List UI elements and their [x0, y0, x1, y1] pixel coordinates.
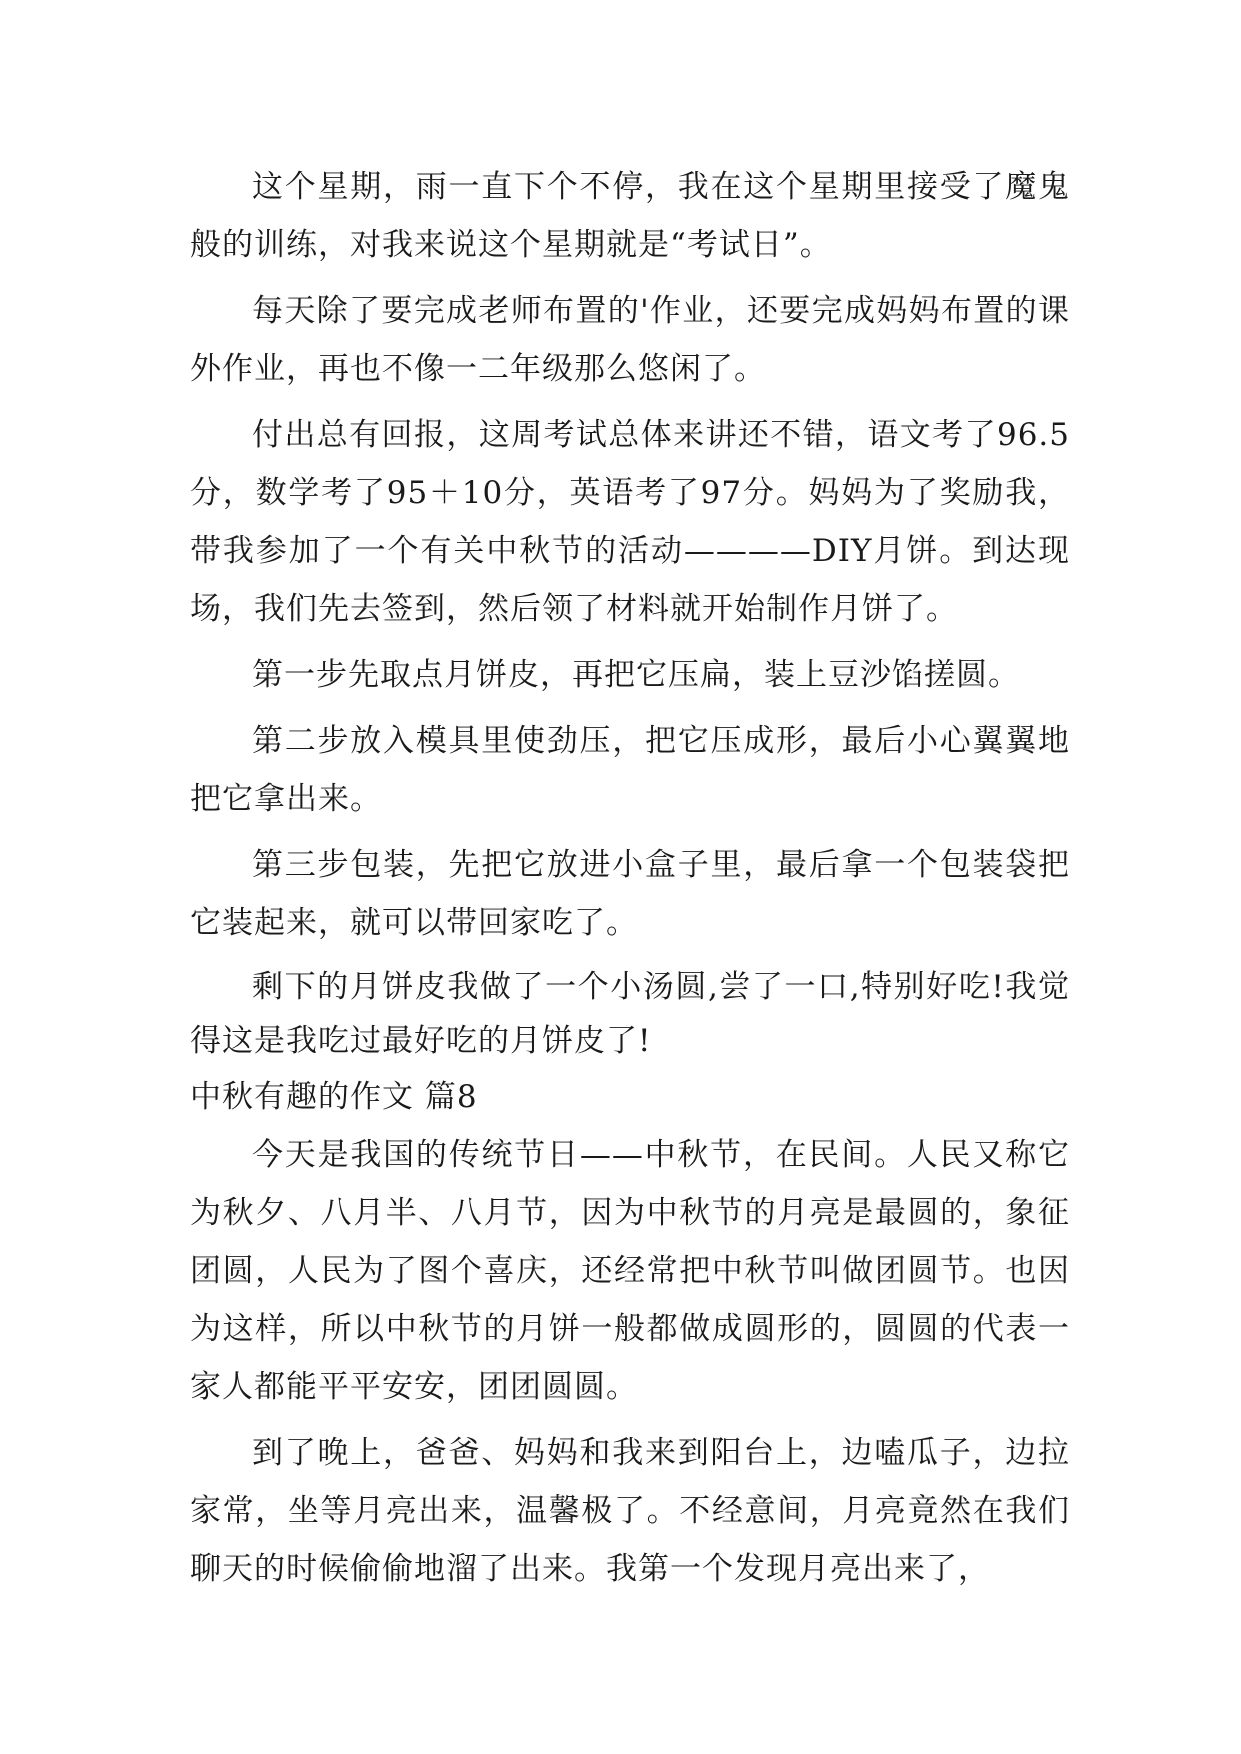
paragraph-rainy-week: 这个星期，雨一直下个不停，我在这个星期里接受了魔鬼般的训练，对我来说这个星期就是“考试日”。 [190, 169, 1070, 263]
paragraph-step-two: 第二步放入模具里使劲压，把它压成形，最后小心翼翼地把它拿出来。 [190, 723, 1070, 817]
paragraph-step-three: 第三步包装，先把它放进小盒子里，最后拿一个包装袋把它装起来，就可以带回家吃了。 [190, 847, 1070, 941]
paragraph-exam-results: 付出总有回报，这周考试总体来讲还不错，语文考了96.5分，数学考了95＋10分，英语考了97分。妈妈为了奖励我，带我参加了一个有关中秋节的活动————DIY月饼。到达现场，我们先去签到，然后领了材料就开始制作月饼了。 [190, 417, 1070, 627]
paragraph-leftover-dough: 剩下的月饼皮我做了一个小汤圆,尝了一口,特别好吃!我觉得这是我吃过最好吃的月饼皮了! [190, 969, 1070, 1059]
paragraph-homework: 每天除了要完成老师布置的'作业，还要完成妈妈布置的课外作业，再也不像一二年级那么悠闲了。 [190, 293, 1070, 387]
paragraph-evening-balcony: 到了晚上，爸爸、妈妈和我来到阳台上，边嗑瓜子，边拉家常，坐等月亮出来，温馨极了。不经意间，月亮竟然在我们聊天的时候偷偷地溜了出来。我第一个发现月亮出来了， [190, 1435, 1070, 1587]
paragraph-mid-autumn-intro: 今天是我国的传统节日——中秋节，在民间。人民又称它为秋夕、八月半、八月节，因为中秋节的月亮是最圆的，象征团圆，人民为了图个喜庆，还经常把中秋节叫做团圆节。也因为这样，所以中秋节的月饼一般都做成圆形的，圆圆的代表一家人都能平平安安，团团圆圆。 [190, 1137, 1070, 1405]
document-body [190, 158, 1070, 1606]
paragraph-step-one: 第一步先取点月饼皮，再把它压扁，装上豆沙馅搓圆。 [252, 657, 1020, 693]
section-heading: 中秋有趣的作文 篇8 [190, 1079, 478, 1115]
